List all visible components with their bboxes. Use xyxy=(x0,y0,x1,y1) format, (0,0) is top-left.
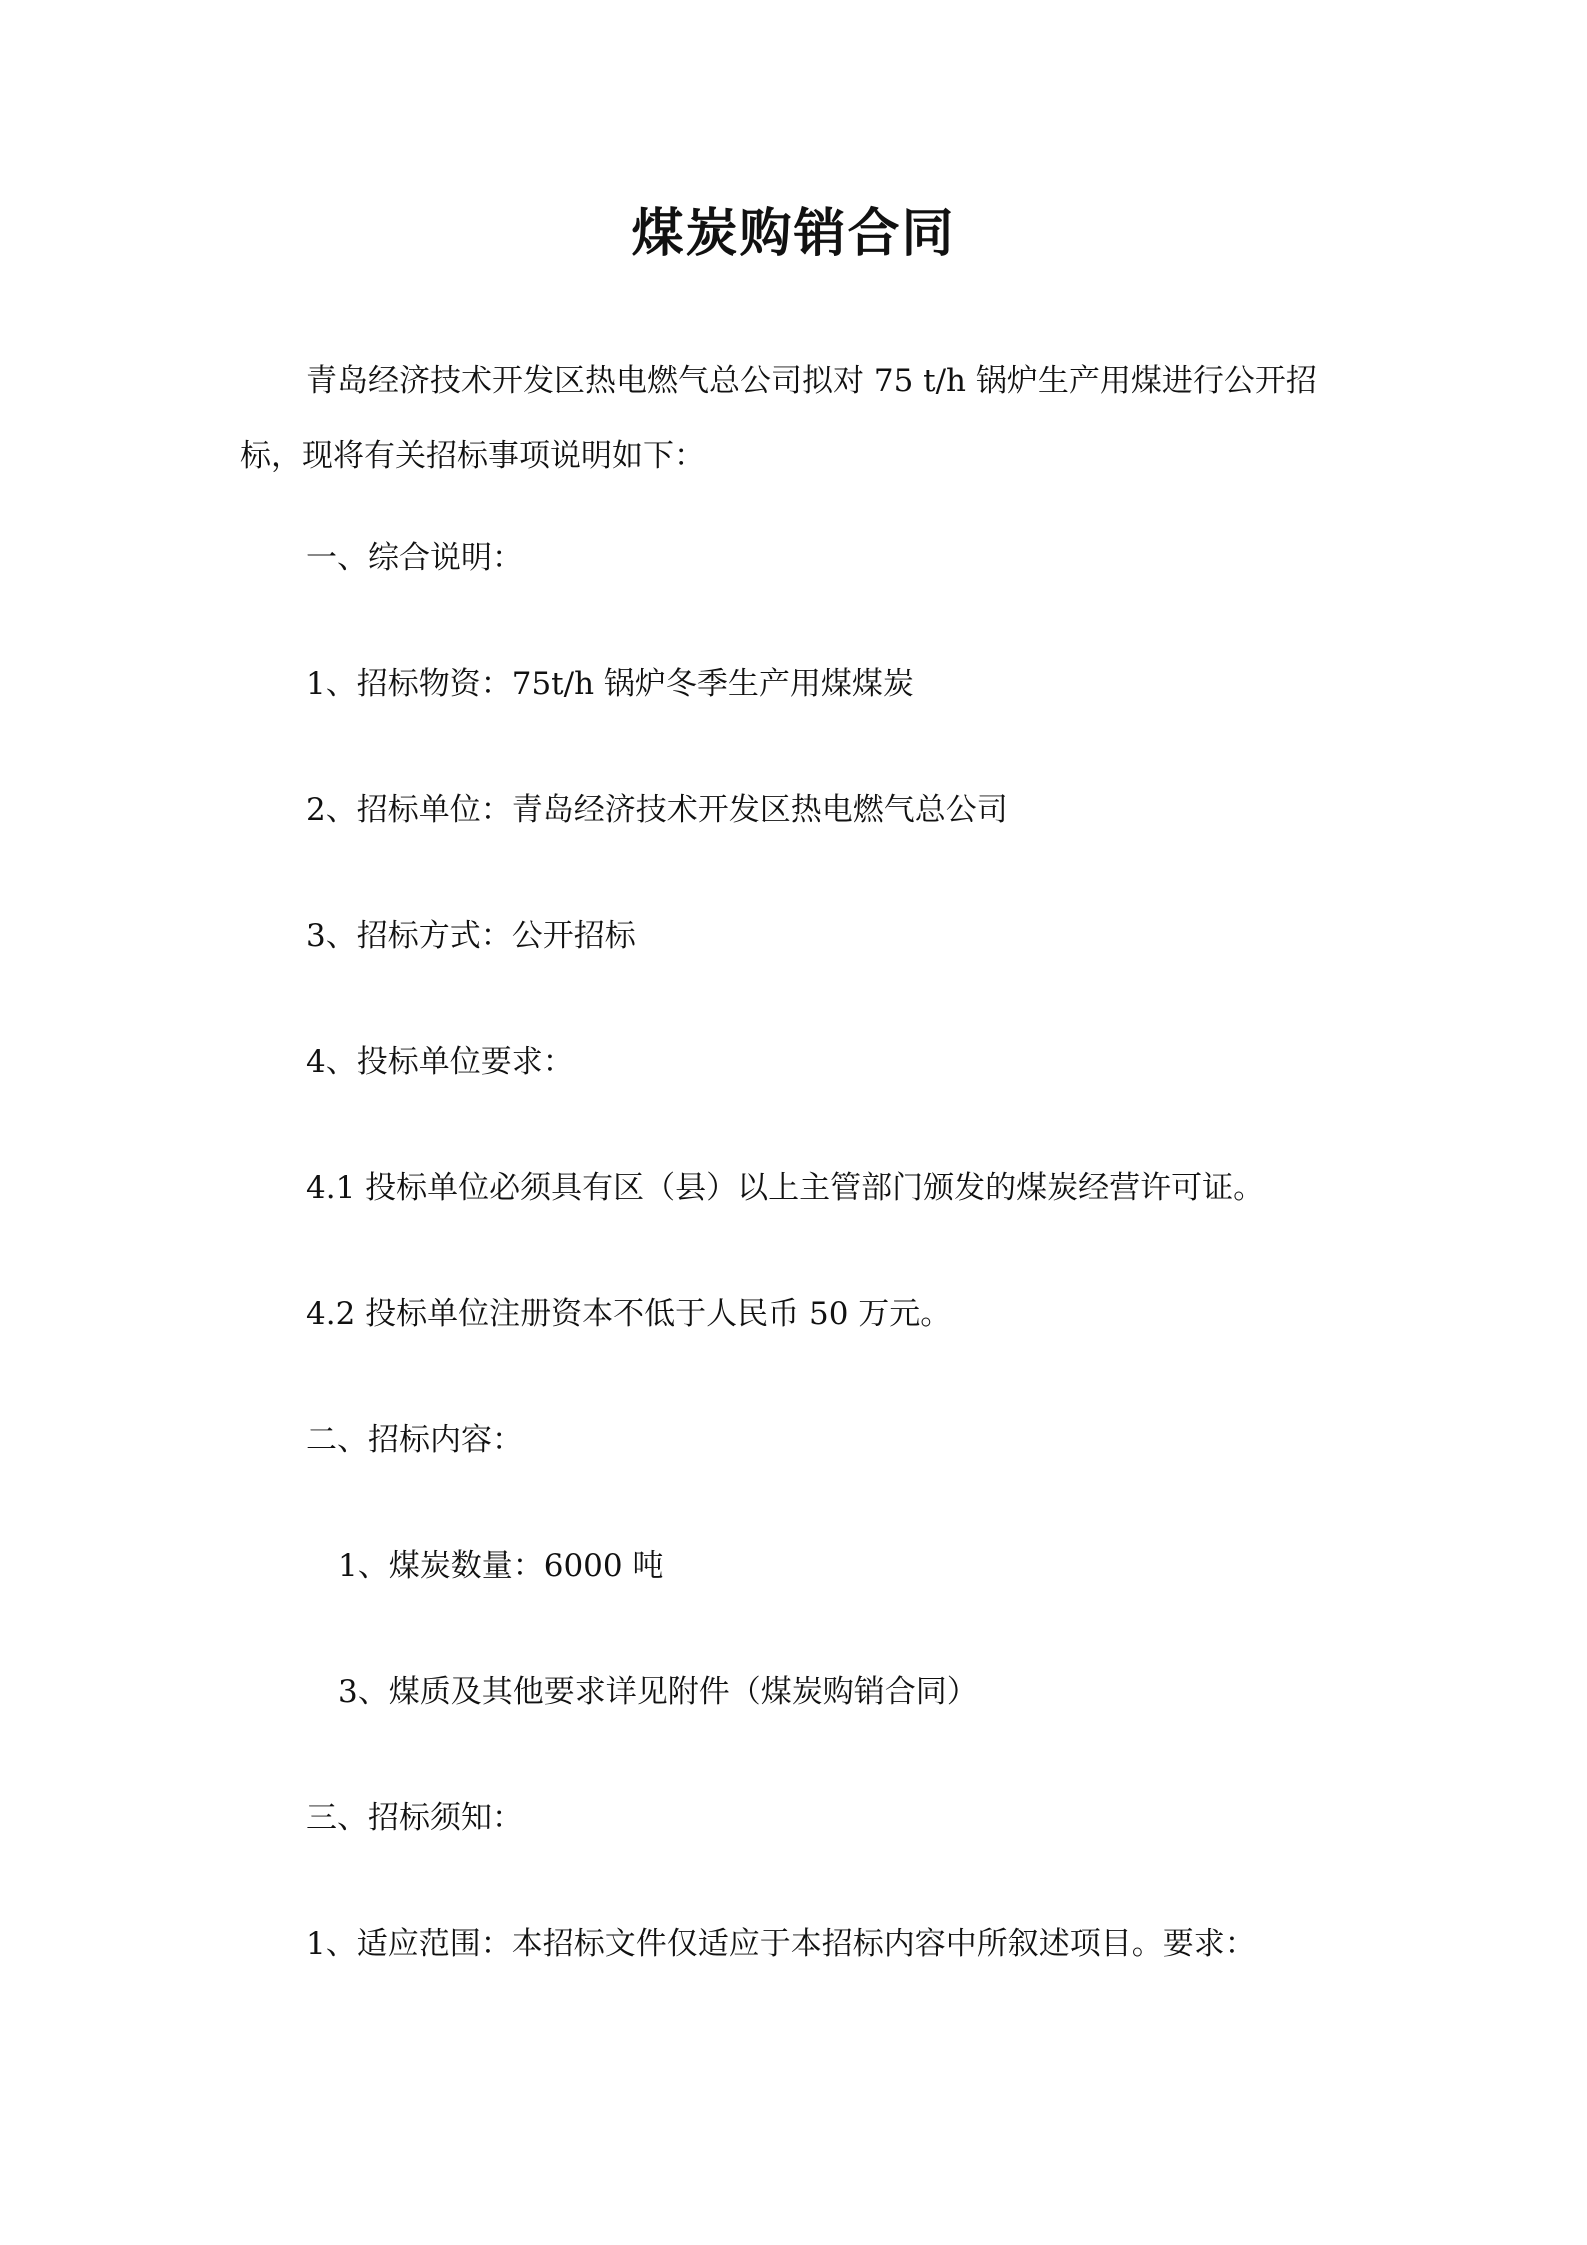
item-bidder-requirements: 4、投标单位要求： xyxy=(306,1044,574,1080)
page-title: 煤炭购销合同 xyxy=(631,203,956,264)
item-requirement-capital: 4.2 投标单位注册资本不低于人民币 50 万元。 xyxy=(306,1296,952,1332)
item-tender-method: 3、招标方式：公开招标 xyxy=(306,918,636,954)
intro-paragraph: 青岛经济技术开发区热电燃气总公司拟对 75 t/h 锅炉生产用煤进行公开招标，现将有关招标事项说明如下： xyxy=(240,363,1317,474)
section-heading-notice: 三、招标须知： xyxy=(306,1800,523,1836)
item-coal-quality: 3、煤质及其他要求详见附件（煤炭购销合同） xyxy=(338,1674,978,1710)
item-tender-unit: 2、招标单位：青岛经济技术开发区热电燃气总公司 xyxy=(306,792,1008,828)
item-requirement-license: 4.1 投标单位必须具有区（县）以上主管部门颁发的煤炭经营许可证。 xyxy=(306,1170,1265,1206)
item-tender-goods: 1、招标物资：75t/h 锅炉冬季生产用煤煤炭 xyxy=(306,666,914,702)
item-scope: 1、适应范围：本招标文件仅适应于本招标内容中所叙述项目。要求： xyxy=(306,1926,1256,1962)
item-coal-quantity: 1、煤炭数量：6000 吨 xyxy=(338,1548,664,1584)
section-heading-content: 二、招标内容： xyxy=(306,1422,523,1458)
section-heading-general: 一、综合说明： xyxy=(306,540,523,576)
